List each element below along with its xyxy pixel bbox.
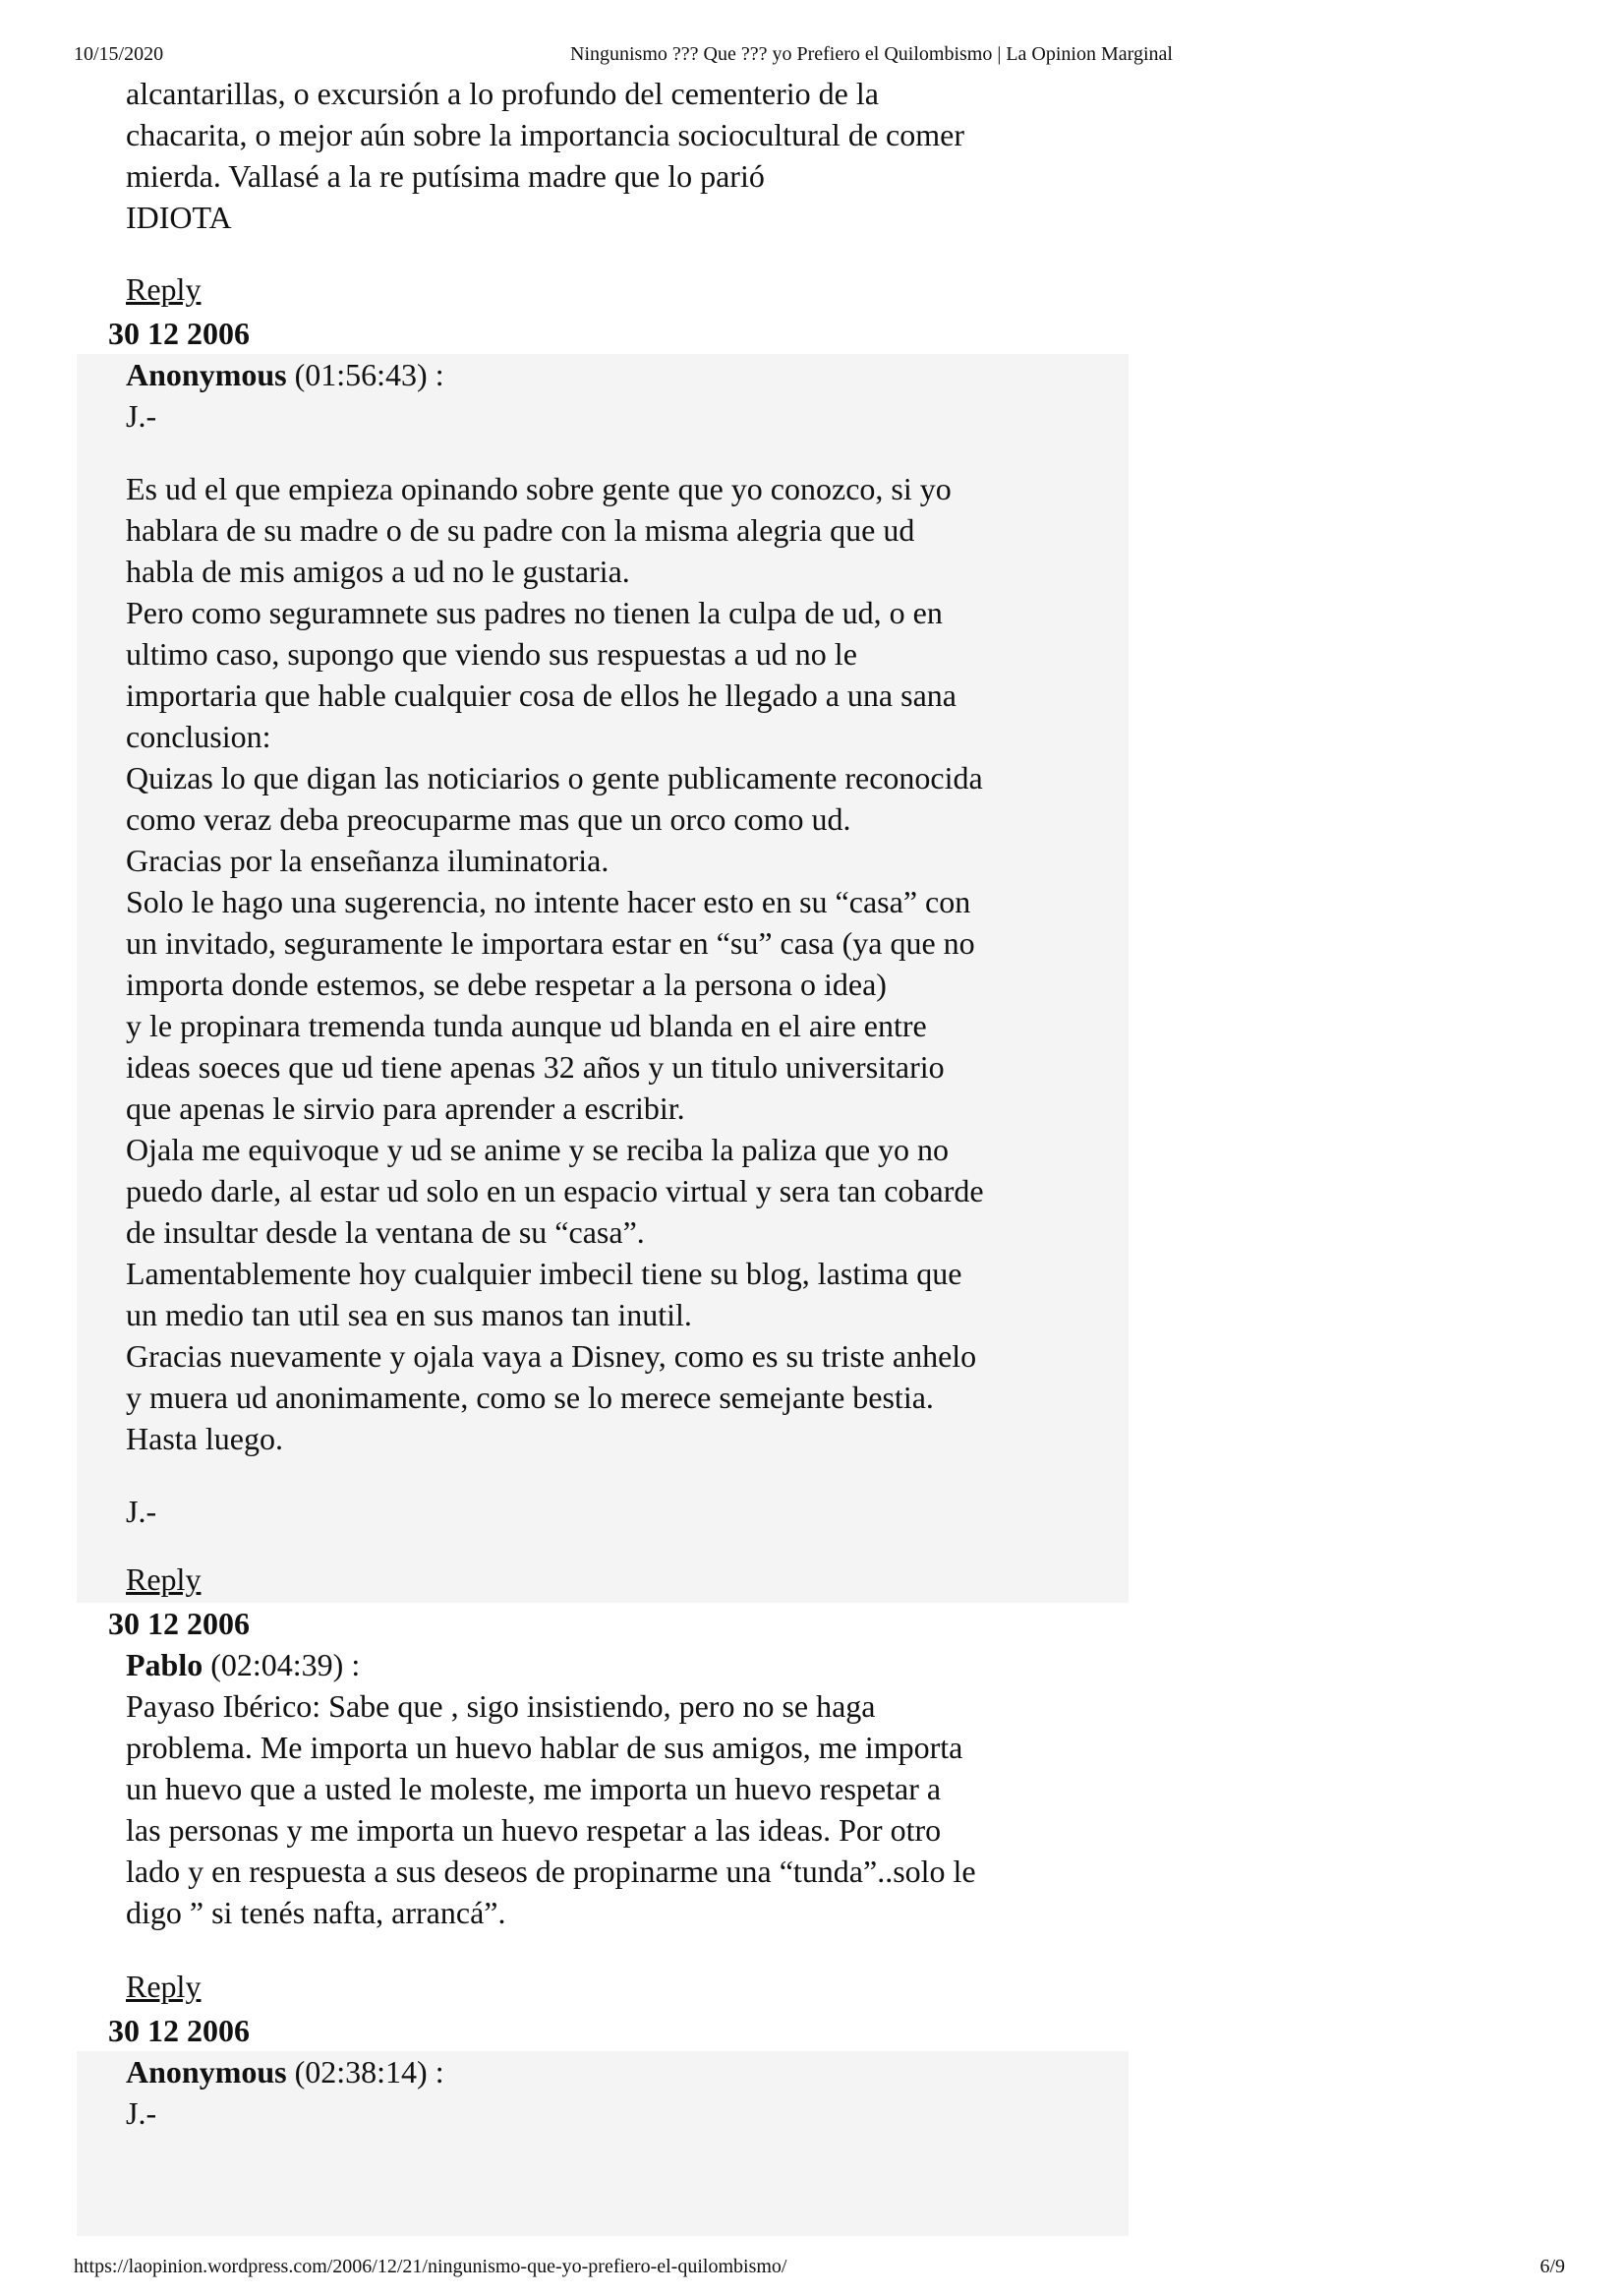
comment-meta	[126, 2051, 1129, 2092]
reply-link[interactable]: Reply	[126, 271, 202, 307]
text-line: lado y en respuesta a sus deseos de propinarme una “tunda”..solo le	[126, 1854, 976, 1889]
comment-meta	[126, 354, 1129, 395]
text-line: Solo le hago una sugerencia, no intente hacer esto en su “casa” con	[126, 884, 971, 919]
comment-date: 30 12 2006	[108, 1606, 250, 1641]
comment-box	[77, 2051, 1129, 2236]
text-line: un huevo que a usted le moleste, me importa un huevo respetar a	[126, 1771, 942, 1806]
comment-box	[77, 1644, 1129, 2010]
comment-closing: J.-	[126, 1494, 157, 1529]
comment-meta	[126, 1644, 1129, 1685]
text-line: conclusion:	[126, 719, 271, 754]
text-line: Quizas lo que digan las noticiarios o gente publicamente reconocida	[126, 760, 983, 795]
text-line: las personas y me importa un huevo respetar a las ideas. Por otro	[126, 1812, 942, 1848]
comment-opening: J.-	[126, 2095, 157, 2131]
text-line: puedo darle, al estar ud solo en un espacio virtual y sera tan cobarde	[126, 1173, 984, 1208]
text-line: chacarita, o mejor aún sobre la importancia sociocultural de comer	[126, 117, 964, 152]
text-line: Gracias nuevamente y ojala vaya a Disney, como es su triste anhelo	[126, 1338, 977, 1374]
print-date: 10/15/2020	[74, 43, 164, 65]
text-line: Es ud el que empieza opinando sobre gente que yo conozco, si yo	[126, 471, 952, 506]
comment-time: (02:04:39) :	[210, 1647, 361, 1682]
comment-author: Anonymous	[126, 2054, 287, 2090]
reply-link[interactable]: Reply	[126, 1561, 202, 1597]
text-line: Gracias por la enseñanza iluminatoria.	[126, 843, 609, 878]
text-line: Ojala me equivoque y ud se anime y se reciba la paliza que yo no	[126, 1132, 950, 1167]
text-line: hablara de su madre o de su padre con la misma alegria que ud	[126, 512, 915, 548]
comment-date: 30 12 2006	[108, 2013, 250, 2048]
text-line: Payaso Ibérico: Sabe que , sigo insistiendo, pero no se haga	[126, 1688, 876, 1724]
comment-time: (02:38:14) :	[294, 2054, 444, 2090]
text-line: IDIOTA	[126, 200, 232, 235]
comment-box	[77, 354, 1129, 1603]
comment-time: (01:56:43) :	[294, 357, 444, 392]
text-line: alcantarillas, o excursión a lo profundo del cementerio de la	[126, 76, 879, 111]
comment-opening: J.-	[126, 398, 157, 434]
comment-text	[126, 1685, 1129, 1933]
text-line: digo ” si tenés nafta, arrancá”.	[126, 1895, 506, 1930]
text-line: como veraz deba preocuparme mas que un orco como ud.	[126, 801, 851, 837]
text-line: que apenas le sirvio para aprender a escribir.	[126, 1090, 685, 1126]
text-line: ideas soeces que ud tiene apenas 32 años y un titulo universitario	[126, 1049, 945, 1085]
text-line: y muera ud anonimamente, como se lo merece semejante bestia.	[126, 1380, 934, 1415]
comment-author: Pablo	[126, 1647, 203, 1682]
text-line: Hasta luego.	[126, 1421, 283, 1456]
print-page-title: Ningunismo ??? Que ??? yo Prefiero el Quilombismo | La Opinion Marginal	[570, 43, 1173, 65]
text-line: habla de mis amigos a ud no le gustaria.	[126, 554, 630, 589]
text-line: un medio tan util sea en sus manos tan inutil.	[126, 1297, 692, 1332]
text-line: ultimo caso, supongo que viendo sus respuestas a ud no le	[126, 636, 857, 672]
comment-date: 30 12 2006	[108, 316, 250, 351]
text-line: Pero como seguramnete sus padres no tienen la culpa de ud, o en	[126, 595, 943, 630]
text-line: importa donde estemos, se debe respetar a la persona o idea)	[126, 967, 887, 1002]
print-url: https://laopinion.wordpress.com/2006/12/21/ningunismo-que-yo-prefiero-el-quilombismo/	[74, 2256, 787, 2277]
text-line: un invitado, seguramente le importara estar en “su” casa (ya que no	[126, 925, 975, 961]
text-line: problema. Me importa un huevo hablar de sus amigos, me importa	[126, 1730, 963, 1765]
print-footer	[0, 2252, 1624, 2281]
page-number: 6/9	[1539, 2256, 1565, 2277]
reply-link[interactable]: Reply	[126, 1969, 202, 2004]
comment-text	[126, 2092, 1129, 2134]
text-line: Lamentablemente hoy cualquier imbecil tiene su blog, lastima que	[126, 1256, 962, 1291]
previous-comment-text	[126, 0, 1129, 238]
text-line: mierda. Vallasé a la re putísima madre que lo parió	[126, 158, 765, 194]
comment-author: Anonymous	[126, 357, 287, 392]
text-line: y le propinara tremenda tunda aunque ud blanda en el aire entre	[126, 1008, 927, 1043]
text-line: importaria que hable cualquier cosa de ellos he llegado a una sana	[126, 677, 957, 713]
comment-text	[126, 395, 1129, 1532]
text-line: de insultar desde la ventana de su “casa”.	[126, 1214, 645, 1250]
